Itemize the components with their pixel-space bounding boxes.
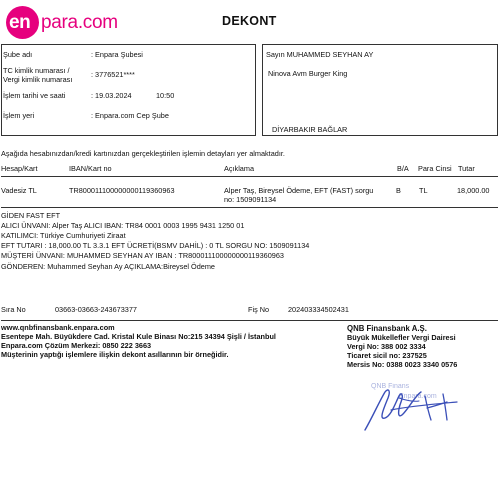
mersis-number: Mersis No: 0388 0023 3340 0576 <box>347 360 458 369</box>
col-amount-header: Tutar <box>458 164 475 173</box>
footer-address: Esentepe Mah. Büyükdere Cad. Kristal Kule Binası No:215 34394 Şişli / İstanbul <box>1 332 276 341</box>
sira-no-label: Sıra No <box>1 305 26 314</box>
time-value: 10:50 <box>156 91 175 100</box>
row-ba: B <box>396 186 401 195</box>
detail-line: MÜŞTERİ ÜNVANI: MUHAMMED SEYHAN AY IBAN : TR800011100000000119360963 <box>1 251 284 260</box>
detail-line: KATILIMCI: Türkiye Cumhuriyeti Ziraat <box>1 231 126 240</box>
table-row-divider <box>1 207 498 208</box>
detail-line: GÖNDEREN: Muhammed Seyhan Ay AÇIKLAMA:Bireysel Ödeme <box>1 262 215 271</box>
row-account: Vadesiz TL <box>1 186 37 195</box>
signature-stamp <box>355 380 465 432</box>
col-description-header: Açıklama <box>224 164 255 173</box>
intro-text: Aşağıda hesabınızdan/kredi kartınızdan gerçekleştirilen işlemin detayları yer almaktadır. <box>1 149 285 158</box>
location-label: İşlem yeri <box>3 111 35 120</box>
fis-no-label: Fiş No <box>248 305 270 314</box>
row-description-line2: no: 1509091134 <box>224 195 277 204</box>
location-value: : Enpara.com Cep Şube <box>91 111 169 120</box>
row-description-line1: Alper Taş, Bireysel Ödeme, EFT (FAST) sorgu <box>224 186 374 195</box>
customer-city: DİYARBAKIR BAĞLAR <box>272 125 348 134</box>
row-amount: 18,000.00 <box>457 186 490 195</box>
sira-no-value: 03663-03663-243673377 <box>55 305 137 314</box>
branch-label: Şube adı <box>3 50 33 59</box>
document-title: DEKONT <box>222 14 277 28</box>
stamp-line2: Enpara.com <box>399 393 437 400</box>
bank-name: QNB Finansbank A.Ş. <box>347 324 427 333</box>
datetime-label: İşlem tarihi ve saati <box>3 91 66 100</box>
enpara-logo <box>6 6 126 40</box>
date-value: : 19.03.2024 <box>91 91 132 100</box>
row-iban: TR800011100000000119360963 <box>69 186 175 195</box>
detail-line: EFT TUTARI : 18,000.00 TL 3.3.1 EFT ÜCRETİ(BSMV DAHİL) : 0 TL SORGU NO: 1509091134 <box>1 241 310 250</box>
col-currency-header: Para Cinsi <box>418 164 452 173</box>
customer-address: Ninova Avm Burger King <box>268 69 348 78</box>
footer-note: Müşterinin yaptığı işlemlere ilişkin dekont asıllarının bir örneğidir. <box>1 350 229 359</box>
detail-line: ALICI ÜNVANI: Alper Taş ALICI IBAN: TR84 0001 0003 1995 9431 1250 01 <box>1 221 245 230</box>
row-currency: TL <box>419 186 428 195</box>
customer-name: Sayın MUHAMMED SEYHAN AY <box>266 50 374 59</box>
col-iban-header: IBAN/Kart no <box>69 164 112 173</box>
footer-phone: Enpara.com Çözüm Merkezi: 0850 222 3663 <box>1 341 152 350</box>
tckn-value: : 3776521**** <box>91 70 135 79</box>
tckn-label: TC kimlik numarası / <box>3 66 70 75</box>
col-ba-header: B/A <box>397 164 409 173</box>
trade-registry: Ticaret sicil no: 237525 <box>347 351 427 360</box>
col-account-header: Hesap/Kart <box>1 164 38 173</box>
footer-website: www.qnbfinansbank.enpara.com <box>1 323 115 332</box>
footer-divider <box>1 320 498 321</box>
fis-no-value: 202403334502431 <box>288 305 349 314</box>
stamp-line1: QNB Finans <box>371 383 410 390</box>
vkn-label: Vergi kimlik numarası <box>3 75 73 84</box>
branch-value: : Enpara Şubesi <box>91 50 143 59</box>
logo-en-text: en <box>9 12 31 33</box>
detail-line: GİDEN FAST EFT <box>1 211 61 220</box>
tax-number: Vergi No: 388 002 3334 <box>347 342 426 351</box>
table-header-divider <box>1 176 498 177</box>
tax-office: Büyük Mükellefler Vergi Dairesi <box>347 333 456 342</box>
logo-para-text: para.com <box>41 12 118 33</box>
